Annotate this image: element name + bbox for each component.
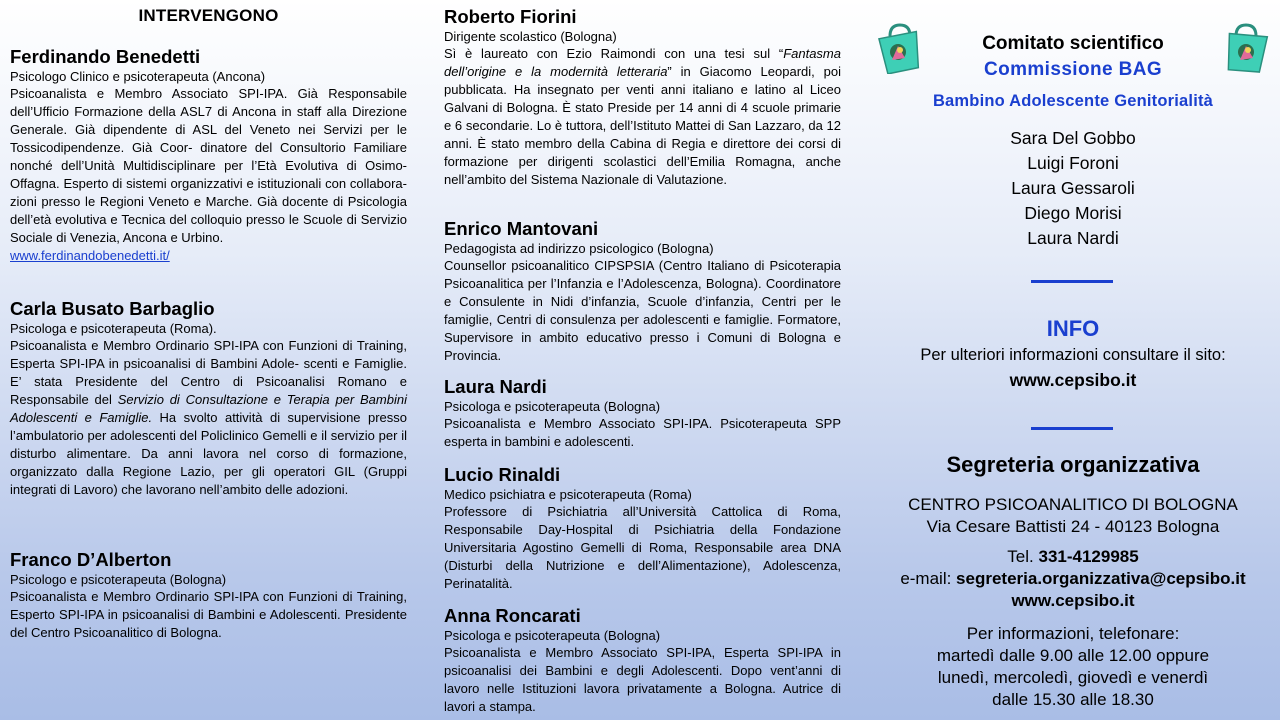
person-bio: [444, 45, 841, 189]
person-role: Pedagogista ad indirizzo psicologico (Bologna): [444, 241, 714, 256]
info-website[interactable]: www.cepsibo.it: [1009, 370, 1137, 390]
column-left: [10, 0, 407, 640]
person-role: Dirigente scolastico (Bologna): [444, 29, 617, 44]
info-heading: INFO: [1046, 316, 1100, 341]
person-nardi: [444, 376, 841, 451]
person-bio: Psicoanalista e Membro Associato SPI-IPA, Esperta SPI-IPA in psicoanalisi dei Bambini e degli Adolescenti. Dopo vent’anni di lavoro nelle Istituzioni lavora privatamente a Bologna. Autrice di lavori a stampa.: [444, 645, 841, 714]
website-link[interactable]: www.ferdinandobenedetti.it/: [10, 248, 170, 263]
person-name: Franco D’Alberton: [10, 549, 172, 570]
person-role: Psicologo Clinico e psicoterapeuta (Ancona): [10, 69, 266, 84]
member-name: Luigi Foroni: [1027, 153, 1119, 173]
member-name: Laura Gessaroli: [1011, 178, 1135, 198]
phone-label: Tel.: [1007, 547, 1039, 566]
person-role: Psicologo e psicoterapeuta (Bologna): [10, 572, 227, 587]
person-name: Roberto Fiorini: [444, 6, 577, 27]
divider: [1031, 427, 1113, 430]
person-dalberton: [10, 549, 407, 642]
person-bio: Psicoanalista e Membro Associato SPI-IPA. Già Responsabile dell’Ufficio Formazione della ASL7 di Ancona in staff alla Direzione Generale. Già dipendente di ASL del Veneto nei Servizi per le Tossicodipendenze. Già Coor- dinatore del Consultorio Familiare nonché dell’Unità Multidisciplinare per l’Età Evolutiva di Osimo-Offagna. Esperto di sistemi organizzativi e istituzionali con collabora- zioni presso le Regioni Veneto e Marche. Già docente di Psicologia dell’età evolutiva e Tecnica del colloquio presso le Scuole di Servizio Sociale di Venezia, Ancona e Urbino.: [10, 86, 407, 245]
email-line: [866, 568, 1280, 590]
member-name: Laura Nardi: [1027, 228, 1119, 248]
hours-line: lunedì, mercoledì, giovedì e venerdì: [937, 668, 1209, 687]
bio-italic: Servizio di Consultazione e Terapia per Bambini Adolescenti e Famiglie.: [10, 392, 407, 425]
commissione-title: Commissione BAG: [983, 59, 1163, 80]
person-name: Enrico Mantovani: [444, 218, 599, 239]
person-roncarati: [444, 605, 841, 716]
person-role: Psicologa e psicoterapeuta (Bologna): [444, 628, 661, 643]
phone-number[interactable]: 331-4129985: [1038, 547, 1139, 566]
info-text: Per ulteriori informazioni consultare il sito:: [920, 346, 1226, 364]
person-benedetti: [10, 46, 407, 265]
segreteria-heading: Segreteria organizzativa: [946, 452, 1200, 477]
person-bio: [10, 337, 407, 499]
person-name: Carla Busato Barbaglio: [10, 298, 215, 319]
person-name: Laura Nardi: [444, 376, 547, 397]
person-fiorini: [444, 6, 841, 189]
person-name: Ferdinando Benedetti: [10, 46, 201, 67]
person-mantovani: [444, 218, 841, 365]
member-name: Diego Morisi: [1024, 203, 1122, 223]
website-line: [866, 590, 1280, 612]
column-right: [866, 0, 1280, 720]
person-bio: Psicoanalista e Membro Associato SPI-IPA. Psicoterapeuta SPP esperta in bambini e adolescenti.: [444, 416, 841, 449]
email-address[interactable]: segreteria.organizzativa@cepsibo.it: [956, 569, 1246, 588]
bambino-subtitle: Bambino Adolescente Genitorialità: [932, 92, 1214, 110]
centro-address: [866, 494, 1280, 538]
contacts: [866, 546, 1280, 612]
phone-line: [866, 546, 1280, 568]
centro-name: CENTRO PSICOANALITICO DI BOLOGNA: [908, 495, 1238, 514]
bio-text: Psicoanalista e Membro Ordinario SPI-IPA con Funzioni di Training, Esperta SPI-IPA in psicoanalisi di Bambini Adole- scenti e Famiglie. E’ stata Presidente del Centro di Psicoanalisi Romano e Responsabile del: [10, 338, 407, 407]
bio-text: ” in Giacomo Leopardi, poi pubblicata. Ha insegnato per venti anni italiano e latino al Liceo Galvani di Bologna. È stato Preside per 14 anni di 4 scuole primarie e 6 secondarie. Lo è tuttora, dell’Istituto Mattei di San Lazzaro, da 12 anni. È stato membro della Cabina di Regia e direttore dei corsi di formazione per dirigenti scolastici dell’Emilia Romagna, anche nell’ambito del Sistema Nazionale di Valutazione.: [444, 64, 841, 187]
bio-text: Sì è laureato con Ezio Raimondi con una tesi sul “: [444, 46, 784, 61]
intervengono-title: INTERVENGONO: [138, 6, 279, 25]
bio-italic: Fantasma dell’origine e la modernità letteraria: [444, 46, 841, 79]
centro-street: Via Cesare Battisti 24 - 40123 Bologna: [926, 517, 1220, 536]
person-bio: Counsellor psicoanalitico CIPSPSIA (Centro Italiano di Psicoterapia Psicoanalitica per l’Infanzia e l’Adolescenza, Bologna). Coordinatore e Consulente in Nidi d’infanzia, Scuole d’infanzia, Centri per le famiglie, Centri di consulenza per adolescenti e famiglie. Formatore, Supervisore in ambito educativo presso i Comuni di Bologna e Provincia.: [444, 258, 841, 363]
comitato-title: Comitato scientifico: [982, 33, 1164, 54]
person-bio: Professore di Psichiatria all’Università Cattolica di Roma, Responsabile Day-Hospital di Psichiatria della Fondazione Universitaria Agostino Gemelli di Roma, Responsabile area DNA (Disturbi della Nutrizione e dell’Alimentazione), Adolescenza, Perinatalità.: [444, 504, 841, 591]
person-role: Psicologa e psicoterapeuta (Bologna): [444, 399, 661, 414]
email-label: e-mail:: [900, 569, 957, 588]
person-busato-barbaglio: [10, 298, 407, 499]
person-role: Medico psichiatra e psicoterapeuta (Roma): [444, 487, 692, 502]
person-role: Psicologa e psicoterapeuta (Roma).: [10, 321, 217, 336]
bio-text: Ha svolto attività di supervisione presso l’ambulatorio per adolescenti del Policlinico Gemelli e il servizio per il disturbo alimentare. Da anni lavora nel corso di formazione, organizzato dalla Regione Lazio, per gli operatori GIL (Gruppi integrati di Lavoro) che lavorano nell’ambito delle adozioni.: [10, 410, 407, 497]
person-rinaldi: [444, 464, 841, 593]
person-name: Anna Roncarati: [444, 605, 581, 626]
committee-members: [866, 126, 1280, 251]
hours-line: Per informazioni, telefonare:: [966, 624, 1180, 643]
website-link[interactable]: www.cepsibo.it: [1011, 591, 1135, 610]
hours-line: martedì dalle 9.00 alle 12.00 oppure: [936, 646, 1210, 665]
hours-line: dalle 15.30 alle 18.30: [992, 690, 1154, 709]
opening-hours: [866, 623, 1280, 711]
divider: [1031, 280, 1113, 283]
person-name: Lucio Rinaldi: [444, 464, 561, 485]
member-name: Sara Del Gobbo: [1010, 128, 1136, 148]
person-bio: Psicoanalista e Membro Ordinario SPI-IPA con Funzioni di Training, Esperto SPI-IPA in psicoanalisi di Bambini e Adolescenti. Presidente del Centro Psicoanalitico di Bologna.: [10, 589, 407, 640]
